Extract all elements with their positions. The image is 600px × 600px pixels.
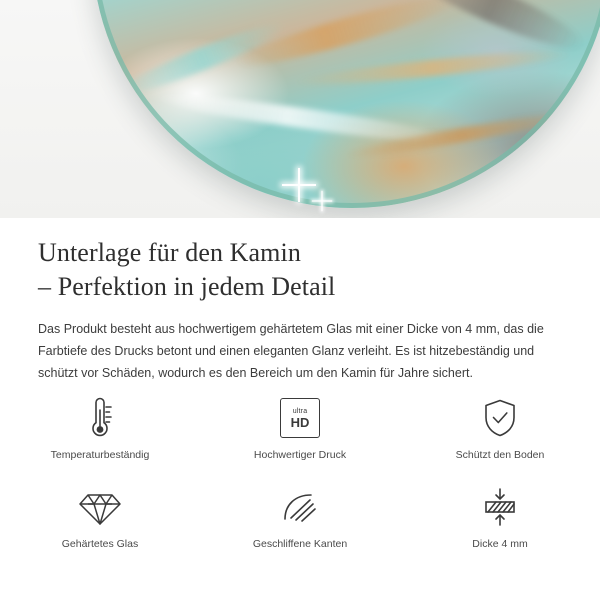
page-title-line-2: – Perfektion in jedem Detail xyxy=(38,272,336,301)
thermometer-icon xyxy=(82,395,118,441)
feature-label: Temperaturbeständig xyxy=(50,449,150,461)
feature-item-floor-protection xyxy=(400,395,600,462)
feature-item-thickness xyxy=(400,484,600,551)
feature-item-tempered-glass xyxy=(0,484,200,551)
feature-grid xyxy=(0,395,600,551)
page-title xyxy=(0,218,600,304)
feature-label: Schützt den Boden xyxy=(455,449,545,461)
feature-item-polished-edges xyxy=(200,484,400,551)
feature-label: Dicke 4 mm xyxy=(472,538,528,550)
thickness-arrows-icon xyxy=(479,484,521,530)
page-title-line-1: Unterlage für den Kamin xyxy=(38,238,301,267)
feature-item-print-quality xyxy=(200,395,400,462)
diamond-icon xyxy=(78,484,122,530)
feature-label: Geschliffene Kanten xyxy=(252,538,348,550)
ultra-hd-badge-top: ultra xyxy=(292,407,308,415)
feature-item-temperature xyxy=(0,395,200,462)
polished-edges-icon xyxy=(279,484,321,530)
feature-label: Hochwertiger Druck xyxy=(253,449,347,461)
ultra-hd-badge-bottom: HD xyxy=(290,414,310,430)
text-content xyxy=(0,218,600,384)
feature-label: Gehärtetes Glas xyxy=(61,538,139,550)
round-glass-board xyxy=(92,0,600,208)
body-paragraph: Das Produkt besteht aus hochwertigem gehärtetem Glas mit einer Dicke von 4 mm, das die Farbtiefe des Drucks betont und einen eleganten Glanz verleiht. Es ist hitzebeständig und schützt vor Schäden, wodurch es den Bereich um den Kamin für Jahre sichert. xyxy=(38,322,544,380)
shield-check-icon xyxy=(480,395,520,441)
ultra-hd-icon xyxy=(280,395,320,441)
hero-image xyxy=(0,0,600,218)
